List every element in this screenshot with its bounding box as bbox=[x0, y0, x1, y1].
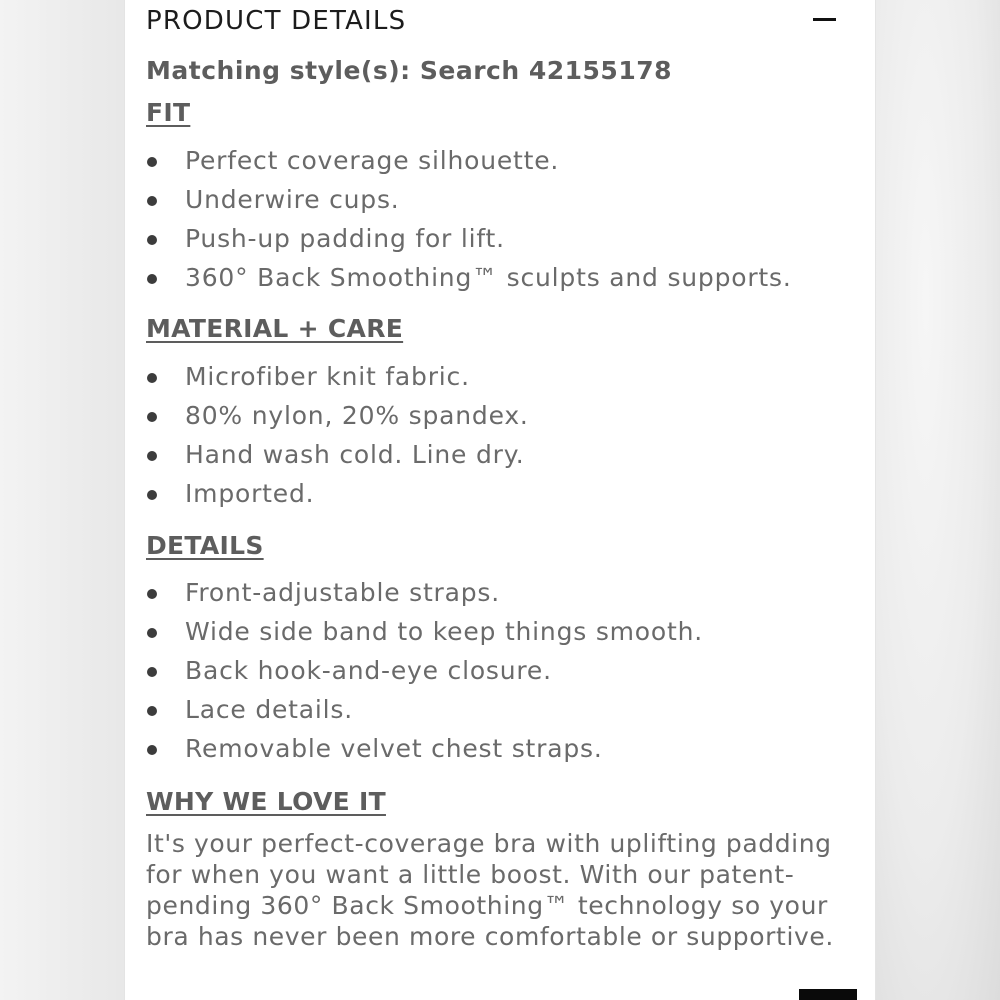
material-care-list bbox=[146, 357, 529, 513]
bullet-icon bbox=[147, 373, 157, 383]
bullet-icon bbox=[147, 451, 157, 461]
list-item bbox=[146, 729, 703, 768]
list-item bbox=[146, 258, 792, 297]
material-care-heading: MATERIAL + CARE bbox=[146, 314, 404, 343]
list-item-text: Hand wash cold. Line dry. bbox=[185, 440, 525, 469]
bullet-icon bbox=[147, 274, 157, 284]
background-left bbox=[0, 0, 124, 1000]
list-item-text: Perfect coverage silhouette. bbox=[185, 146, 560, 175]
list-item bbox=[146, 690, 703, 729]
matching-styles-text: Matching style(s): Search 42155178 bbox=[146, 56, 673, 85]
list-item-text: Underwire cups. bbox=[185, 185, 400, 214]
fit-list bbox=[146, 141, 792, 297]
list-item bbox=[146, 357, 529, 396]
product-details-panel bbox=[124, 0, 876, 1000]
list-item-text: Microfiber knit fabric. bbox=[185, 362, 470, 391]
list-item-text: Wide side band to keep things smooth. bbox=[185, 617, 703, 646]
section-title[interactable]: PRODUCT DETAILS bbox=[146, 6, 407, 36]
bullet-icon bbox=[147, 412, 157, 422]
list-item-text: 360° Back Smoothing™ sculpts and supports. bbox=[185, 263, 792, 292]
why-we-love-it-text: It's your perfect-coverage bra with uplifting padding for when you want a little boost. With our patent-pending 360° Back Smoothing™ technology so your bra has never been more comfortable or supportive. bbox=[146, 829, 834, 951]
bullet-icon bbox=[147, 628, 157, 638]
details-list bbox=[146, 573, 703, 768]
list-item-text: Removable velvet chest straps. bbox=[185, 734, 603, 763]
minus-icon[interactable] bbox=[813, 10, 837, 32]
bullet-icon bbox=[147, 157, 157, 167]
list-item-text: Front-adjustable straps. bbox=[185, 578, 500, 607]
list-item bbox=[146, 180, 792, 219]
bullet-icon bbox=[147, 490, 157, 500]
bullet-icon bbox=[147, 706, 157, 716]
why-we-love-it-heading: WHY WE LOVE IT bbox=[146, 787, 386, 816]
bullet-icon bbox=[147, 196, 157, 206]
floating-action-button[interactable] bbox=[799, 989, 857, 1000]
fit-heading: FIT bbox=[146, 98, 191, 127]
background-right bbox=[876, 0, 1000, 1000]
list-item-text: 80% nylon, 20% spandex. bbox=[185, 401, 529, 430]
bullet-icon bbox=[147, 667, 157, 677]
list-item-text: Imported. bbox=[185, 479, 315, 508]
list-item bbox=[146, 612, 703, 651]
list-item bbox=[146, 651, 703, 690]
bullet-icon bbox=[147, 745, 157, 755]
list-item bbox=[146, 474, 529, 513]
list-item-text: Push-up padding for lift. bbox=[185, 224, 505, 253]
list-item bbox=[146, 219, 792, 258]
bullet-icon bbox=[147, 235, 157, 245]
list-item bbox=[146, 435, 529, 474]
details-heading: DETAILS bbox=[146, 531, 264, 560]
list-item-text: Lace details. bbox=[185, 695, 353, 724]
bullet-icon bbox=[147, 589, 157, 599]
list-item bbox=[146, 573, 703, 612]
list-item bbox=[146, 141, 792, 180]
list-item bbox=[146, 396, 529, 435]
list-item-text: Back hook-and-eye closure. bbox=[185, 656, 552, 685]
